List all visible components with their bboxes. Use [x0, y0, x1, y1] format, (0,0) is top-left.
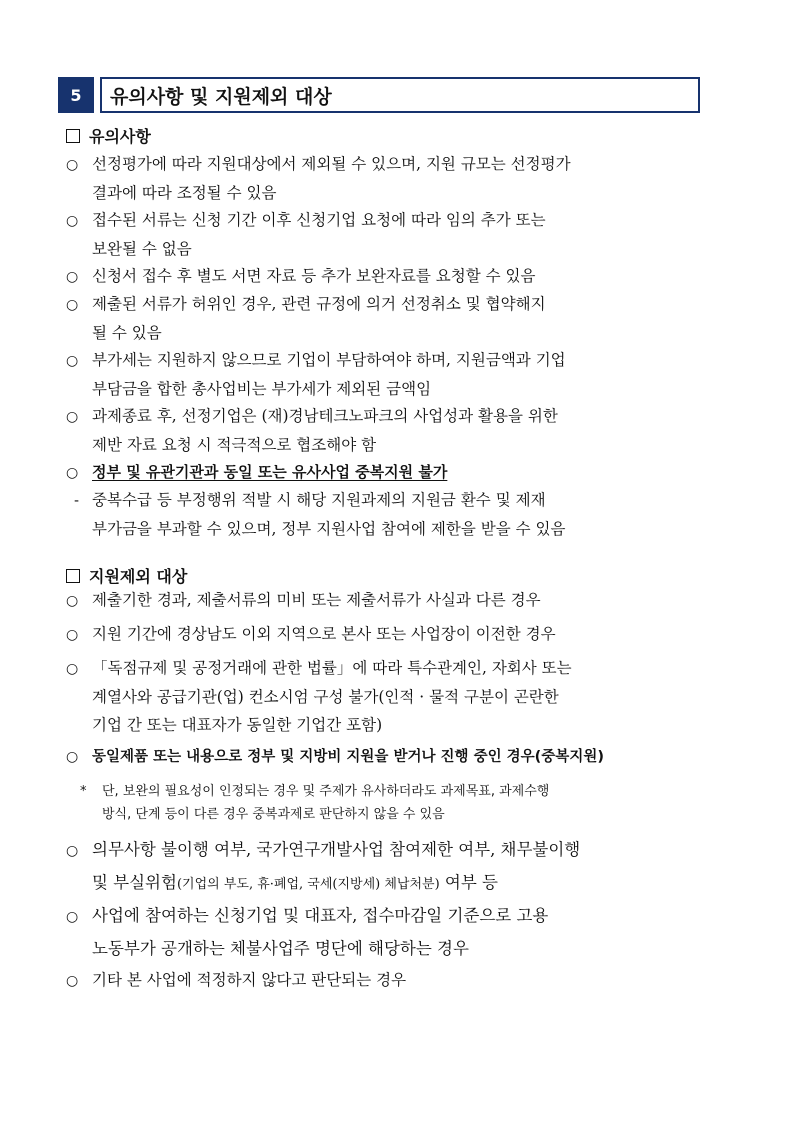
list-item: ○ 사업에 참여하는 신청기업 및 대표자, 접수마감일 기준으로 고용 노동부가 공개하는 체불사업주 명단에 해당하는 경우	[66, 900, 706, 965]
sub-item: - 중복수급 등 부정행위 적발 시 해당 지원과제의 지원금 환수 및 제재 부가금을 부과할 수 있으며, 정부 지원사업 참여에 제한을 받을 수 있음	[74, 486, 714, 543]
circle-bullet-icon: ○	[66, 909, 79, 925]
list-item: ○ 신청서 접수 후 별도 서면 자료 등 추가 보완자료를 요청할 수 있음	[66, 262, 706, 291]
list-item: ○ 과제종료 후, 선정기업은 (재)경남테크노파크의 사업성과 활용을 위한 제반 자료 요청 시 적극적으로 협조해야 함	[66, 402, 706, 459]
list-item: ○ 제출기한 경과, 제출서류의 미비 또는 제출서류가 사실과 다른 경우	[66, 586, 706, 615]
list-item: ○ 제출된 서류가 허위인 경우, 관련 규정에 의거 선정취소 및 협약해지 될 수 있음	[66, 290, 706, 347]
circle-bullet-icon: ○	[66, 157, 79, 173]
footnote: * 단, 보완의 필요성이 인정되는 경우 및 주제가 유사하더라도 과제목표, 과제수행 방식, 단계 등이 다른 경우 중복과제로 판단하지 않을 수 있음	[80, 780, 710, 826]
list-item: ○ 부가세는 지원하지 않으므로 기업이 부담하여야 하며, 지원금액과 기업 부담금을 합한 총사업비는 부가세가 제외된 금액임	[66, 346, 706, 403]
list-item: ○ 접수된 서류는 신청 기간 이후 신청기업 요청에 따라 임의 추가 또는 보완될 수 없음	[66, 206, 706, 263]
circle-bullet-icon: ○	[66, 409, 79, 425]
list-item-emphasis: ○ 정부 및 유관기관과 동일 또는 유사사업 중복지원 불가	[66, 458, 706, 487]
circle-bullet-icon: ○	[66, 627, 79, 643]
caution-heading	[66, 124, 151, 147]
circle-bullet-icon: ○	[66, 973, 79, 989]
section-title: 유의사항 및 지원제외 대상	[100, 77, 700, 113]
circle-bullet-icon: ○	[66, 465, 79, 481]
caution-heading-label: 유의사항	[89, 127, 151, 146]
exclusion-heading	[66, 564, 187, 587]
circle-bullet-icon: ○	[66, 661, 79, 677]
checkbox-icon	[66, 569, 80, 583]
list-item: ○ 선정평가에 따라 지원대상에서 제외될 수 있으며, 지원 규모는 선정평가 결과에 따라 조정될 수 있음	[66, 150, 706, 207]
list-item-emphasis: ○ 동일제품 또는 내용으로 정부 및 지방비 지원을 받거나 진행 중인 경우(중복지원)	[66, 742, 706, 771]
circle-bullet-icon: ○	[66, 593, 79, 609]
list-item: ○ 기타 본 사업에 적정하지 않다고 판단되는 경우	[66, 966, 706, 995]
checkbox-icon	[66, 129, 80, 143]
dash-bullet-icon: -	[74, 493, 80, 509]
list-item: ○ 의무사항 불이행 여부, 국가연구개발사업 참여제한 여부, 채무불이행 및 부실위험(기업의 부도, 휴·폐업, 국세(지방세) 체납처분) 여부 등	[66, 834, 706, 901]
asterisk-icon: *	[80, 784, 87, 799]
section-header	[58, 77, 700, 113]
circle-bullet-icon: ○	[66, 353, 79, 369]
circle-bullet-icon: ○	[66, 843, 79, 859]
circle-bullet-icon: ○	[66, 297, 79, 313]
exclusion-heading-label: 지원제외 대상	[89, 567, 188, 586]
circle-bullet-icon: ○	[66, 749, 79, 765]
list-item: ○ 「독점규제 및 공정거래에 관한 법률」에 따라 특수관계인, 자회사 또는 계열사와 공급기관(업) 컨소시엄 구성 불가(인적 · 물적 구분이 곤란한 기업 간 또는 대표자가 동일한 기업간 포함)	[66, 654, 706, 739]
section-number-badge: 5	[58, 77, 94, 113]
circle-bullet-icon: ○	[66, 269, 79, 285]
list-item: ○ 지원 기간에 경상남도 이외 지역으로 본사 또는 사업장이 이전한 경우	[66, 620, 706, 649]
circle-bullet-icon: ○	[66, 213, 79, 229]
